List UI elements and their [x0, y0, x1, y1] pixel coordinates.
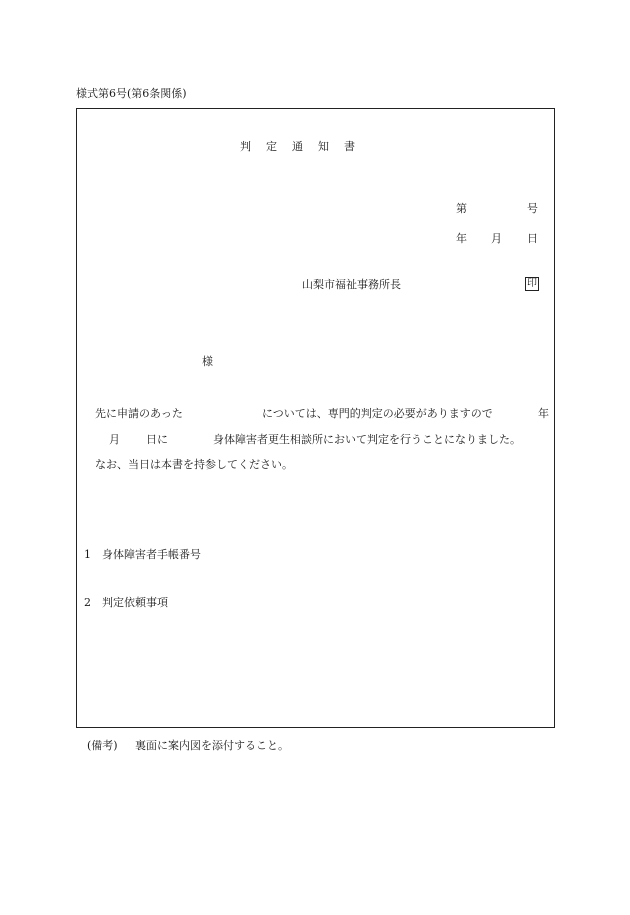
body-line-3: なお、当日は本書を持参してください。 [95, 458, 293, 471]
issuer-name: 山梨市福祉事務所長 [302, 278, 401, 291]
body-line-2a: 月 [109, 433, 120, 446]
item-2-number: 2 [84, 596, 91, 609]
body-line-1a: 先に申請のあった [95, 407, 183, 420]
document-title: 判定通知書 [240, 140, 370, 153]
body-line-1b: については、専門的判定の必要がありますので [262, 407, 493, 420]
body-line-1c: 年 [538, 407, 549, 420]
item-1-label: 身体障害者手帳番号 [102, 548, 201, 561]
note-label: (備考) [87, 739, 118, 752]
date-day: 日 [527, 232, 538, 245]
item-2-label: 判定依頼事項 [102, 596, 168, 609]
seal-mark: 印 [527, 278, 537, 289]
date-year: 年 [456, 232, 467, 245]
form-number: 様式第6号(第6条関係) [76, 87, 187, 100]
note-text: 裏面に案内図を添付すること。 [135, 739, 289, 752]
body-line-2b: 日に [146, 433, 168, 446]
date-month: 月 [491, 232, 502, 245]
number-prefix: 第 [456, 202, 467, 215]
addressee-honorific: 様 [202, 355, 213, 368]
number-suffix: 号 [527, 202, 538, 215]
item-1-number: 1 [84, 548, 91, 561]
body-line-2c: 身体障害者更生相談所において判定を行うことになりました。 [213, 433, 521, 446]
